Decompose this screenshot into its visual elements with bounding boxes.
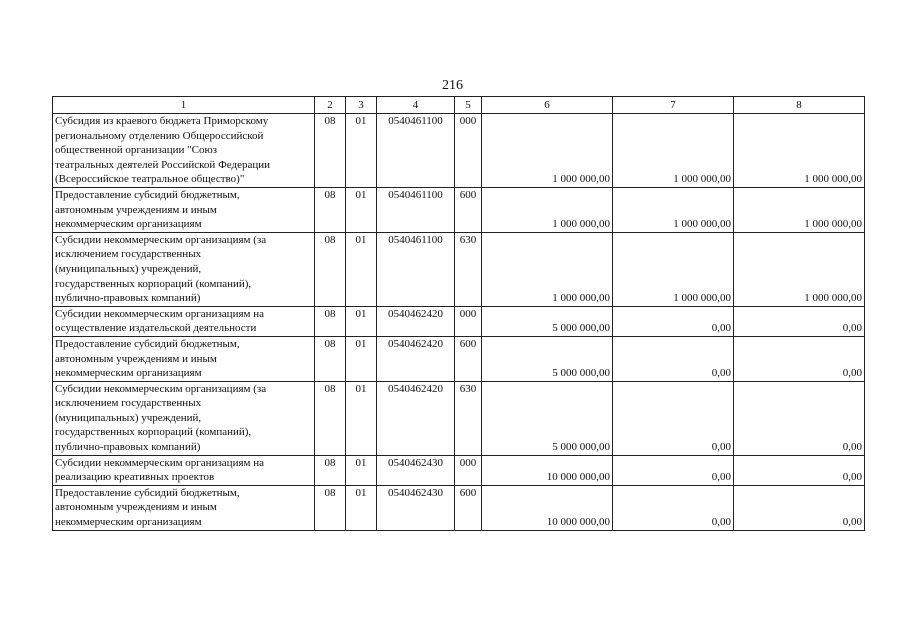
target-article-code: 0540462420 (377, 381, 455, 455)
table-body (53, 114, 865, 531)
description-line: автономным учреждениям и иным (55, 501, 217, 514)
target-article-code: 0540462420 (377, 336, 455, 381)
description-line: публично-правовых компаний) (55, 441, 201, 454)
description-line: автономным учреждениям и иным (55, 203, 217, 216)
header-cell-7: 7 (613, 97, 734, 114)
section-code: 08 (315, 114, 346, 188)
description-line: некоммерческим организациям (55, 516, 202, 529)
amount-col-6: 10 000 000,00 (482, 485, 613, 530)
row-description (53, 336, 315, 381)
description-line: (муниципальных) учреждений, (55, 411, 202, 424)
subsection-code: 01 (346, 114, 377, 188)
subsection-code: 01 (346, 381, 377, 455)
expense-type-code: 600 (455, 336, 482, 381)
description-line: региональному отделению Общероссийской (55, 129, 264, 142)
amount-col-6: 5 000 000,00 (482, 381, 613, 455)
amount-col-6: 1 000 000,00 (482, 232, 613, 306)
description-line: Субсидия из краевого бюджета Приморскому (55, 115, 269, 127)
amount-col-7: 0,00 (613, 485, 734, 530)
table-row (53, 114, 865, 188)
row-description (53, 455, 315, 485)
description-line: Субсидии некоммерческим организациям на (55, 307, 264, 320)
description-line: общественной организации "Союз (55, 144, 218, 157)
amount-col-8: 1 000 000,00 (734, 114, 865, 188)
header-cell-6: 6 (482, 97, 613, 114)
amount-col-7: 0,00 (613, 306, 734, 336)
expense-type-code: 630 (455, 381, 482, 455)
header-cell-1: 1 (53, 97, 315, 114)
expense-type-code: 000 (455, 455, 482, 485)
amount-col-8: 0,00 (734, 336, 865, 381)
description-line: (муниципальных) учреждений, (55, 262, 202, 275)
target-article-code: 0540462420 (377, 306, 455, 336)
description-line: (Всероссийское театральное общество)" (55, 173, 245, 186)
expense-type-code: 630 (455, 232, 482, 306)
table-row (53, 336, 865, 381)
header-cell-5: 5 (455, 97, 482, 114)
amount-col-7: 1 000 000,00 (613, 187, 734, 232)
description-line: некоммерческим организациям (55, 218, 202, 231)
amount-col-7: 0,00 (613, 381, 734, 455)
amount-col-6: 5 000 000,00 (482, 306, 613, 336)
header-cell-4: 4 (377, 97, 455, 114)
expense-type-code: 000 (455, 306, 482, 336)
table-row (53, 232, 865, 306)
subsection-code: 01 (346, 232, 377, 306)
target-article-code: 0540462430 (377, 455, 455, 485)
section-code: 08 (315, 336, 346, 381)
amount-col-8: 0,00 (734, 381, 865, 455)
amount-col-8: 0,00 (734, 306, 865, 336)
row-description (53, 381, 315, 455)
amount-col-6: 1 000 000,00 (482, 187, 613, 232)
amount-col-8: 0,00 (734, 455, 865, 485)
section-code: 08 (315, 485, 346, 530)
header-row (53, 97, 865, 114)
description-line: публично-правовых компаний) (55, 292, 201, 305)
description-line: государственных корпораций (компаний), (55, 277, 252, 290)
section-code: 08 (315, 232, 346, 306)
amount-col-6: 5 000 000,00 (482, 336, 613, 381)
table-row (53, 381, 865, 455)
header-cell-3: 3 (346, 97, 377, 114)
amount-col-7: 1 000 000,00 (613, 232, 734, 306)
description-line: Предоставление субсидий бюджетным, (55, 337, 240, 350)
amount-col-6: 10 000 000,00 (482, 455, 613, 485)
section-code: 08 (315, 455, 346, 485)
amount-col-7: 1 000 000,00 (613, 114, 734, 188)
subsection-code: 01 (346, 485, 377, 530)
target-article-code: 0540462430 (377, 485, 455, 530)
amount-col-6: 1 000 000,00 (482, 114, 613, 188)
amount-col-7: 0,00 (613, 336, 734, 381)
section-code: 08 (315, 306, 346, 336)
row-description (53, 306, 315, 336)
row-description (53, 485, 315, 530)
target-article-code: 0540461100 (377, 114, 455, 188)
page-number: 216 (442, 78, 463, 93)
target-article-code: 0540461100 (377, 232, 455, 306)
amount-col-8: 0,00 (734, 485, 865, 530)
subsection-code: 01 (346, 306, 377, 336)
subsection-code: 01 (346, 455, 377, 485)
row-description (53, 114, 315, 188)
subsection-code: 01 (346, 336, 377, 381)
table-row (53, 485, 865, 530)
description-line: Субсидии некоммерческим организациям (за (55, 382, 267, 395)
amount-col-8: 1 000 000,00 (734, 187, 865, 232)
amount-col-8: 1 000 000,00 (734, 232, 865, 306)
description-line: исключением государственных (55, 397, 202, 410)
header-cell-8: 8 (734, 97, 865, 114)
expense-type-code: 600 (455, 485, 482, 530)
description-line: Предоставление субсидий бюджетным, (55, 486, 240, 499)
row-description (53, 232, 315, 306)
description-line: театральных деятелей Российской Федерации (55, 158, 271, 171)
description-line: исключением государственных (55, 248, 202, 261)
target-article-code: 0540461100 (377, 187, 455, 232)
expense-type-code: 600 (455, 187, 482, 232)
table-row (53, 187, 865, 232)
section-code: 08 (315, 187, 346, 232)
table-row (53, 455, 865, 485)
description-line: некоммерческим организациям (55, 367, 202, 380)
description-line: Предоставление субсидий бюджетным, (55, 188, 240, 201)
description-line: Субсидии некоммерческим организациям на (55, 456, 264, 469)
description-line: государственных корпораций (компаний), (55, 426, 252, 439)
expense-type-code: 000 (455, 114, 482, 188)
table-row (53, 306, 865, 336)
subsection-code: 01 (346, 187, 377, 232)
budget-table (52, 96, 865, 531)
row-description (53, 187, 315, 232)
section-code: 08 (315, 381, 346, 455)
description-line: Субсидии некоммерческим организациям (за (55, 233, 267, 246)
description-line: осуществление издательской деятельности (55, 322, 257, 335)
amount-col-7: 0,00 (613, 455, 734, 485)
description-line: реализацию креативных проектов (55, 471, 215, 484)
header-cell-2: 2 (315, 97, 346, 114)
description-line: автономным учреждениям и иным (55, 352, 217, 365)
